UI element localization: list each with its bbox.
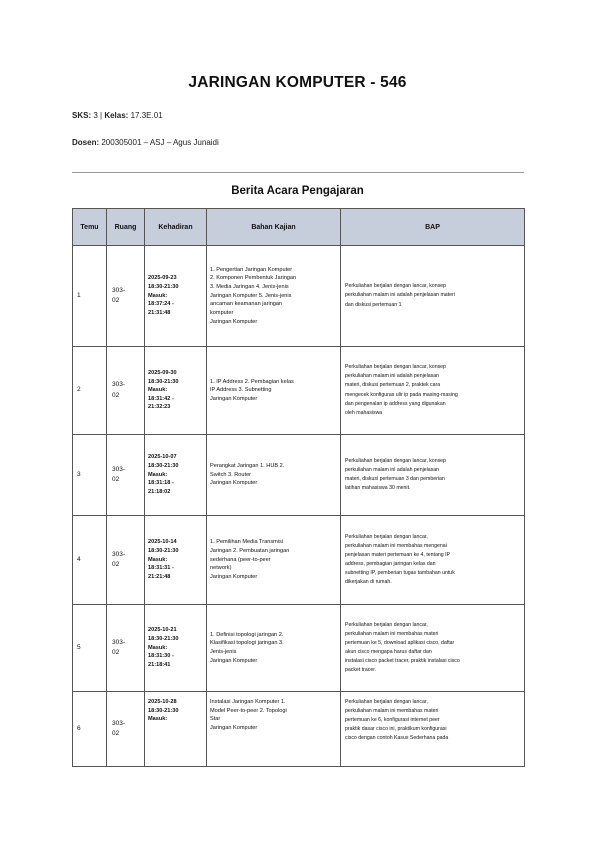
lecturer-info [72, 138, 219, 147]
dosen-value: 200305001 – ASJ – Agus Junaidi [99, 138, 219, 147]
table-header-row [73, 209, 525, 246]
cell-kehadiran: 2025-10-07 18:30-21:30 Masuk: 18:31:18 - 21:18:02 [145, 435, 207, 516]
cell-bahan-kajian: 1. Pengertian Jaringan Komputer 2. Komponen Pembentuk Jaringan 3. Media Jaringan 4. Jenis-jenis Jaringan Komputer 5. Jenis-jenis ancaman keamanan jaringan komputer Jaringan Komputer [207, 246, 341, 347]
cell-ruang: 303- 02 [107, 692, 145, 767]
cell-bahan-kajian: 1. Definisi topologi jaringan 2. Klasifikasi topologi jaringan 3. Jenis-jenis Jaringan Komputer [207, 605, 341, 692]
teaching-report-table [72, 208, 525, 767]
cell-bahan-kajian: 1. Pemilihan Media Transmisi Jaringan 2. Pembuatan jaringan sederhana (peer-to-peer network) Jaringan Komputer [207, 516, 341, 605]
header-temu: Temu [73, 209, 107, 246]
cell-temu: 2 [73, 347, 107, 435]
cell-kehadiran: 2025-09-30 18:30-21:30 Masuk: 18:31:42 - 21:32:23 [145, 347, 207, 435]
cell-temu: 6 [73, 692, 107, 767]
section-title: Berita Acara Pengajaran [231, 185, 364, 197]
cell-temu: 1 [73, 246, 107, 347]
cell-bahan-kajian: 1. IP Address 2. Pembagian kelas IP Address 3. Subnetting Jaringan Komputer [207, 347, 341, 435]
course-title: JARINGAN KOMPUTER - 546 [188, 74, 407, 91]
cell-bap: Perkuliahan berjalan dengan lancar, konsep perkuliahan malam ini adalah penjelasan materi dan diskusi pertemuan 1 [341, 246, 525, 347]
table-row [73, 347, 525, 435]
cell-ruang: 303- 02 [107, 435, 145, 516]
table-row [73, 435, 525, 516]
cell-kehadiran: 2025-10-21 18:30-21:30 Masuk: 18:31:30 - 21:18:41 [145, 605, 207, 692]
cell-bap: Perkuliahan berjalan dengan lancar, konsep perkuliahan malam ini adalah penjelasan materi, diskusi pertemuan 2, praktek cara mengecek konfiguras ulir ip pada masing-masing dan pengenalan ip address yang digunakan oleh mahasiswa [341, 347, 525, 435]
course-info [72, 111, 163, 120]
cell-ruang: 303- 02 [107, 246, 145, 347]
header-bahan-kajian: Bahan Kajian [207, 209, 341, 246]
divider [72, 172, 524, 173]
cell-kehadiran: 2025-09-23 18:30-21:30 Masuk: 18:37:24 - 21:31:48 [145, 246, 207, 347]
kelas-value: 17.3E.01 [128, 111, 163, 120]
header-ruang: Ruang [107, 209, 145, 246]
table-row [73, 246, 525, 347]
cell-temu: 3 [73, 435, 107, 516]
table-row [73, 605, 525, 692]
cell-bap: Perkuliahan berjalan dengan lancar, perkuliahan malam ini membahas mengenai penjelasan materi pertemuan ke 4, tentang IP address, pembagian jaringan kelas dan subnetting IP, pemberian tugas tambahan untuk dikerjakan di rumah. [341, 516, 525, 605]
cell-ruang: 303- 02 [107, 516, 145, 605]
cell-kehadiran: 2025-10-14 18:30-21:30 Masuk: 18:31:31 - 21:21:48 [145, 516, 207, 605]
cell-ruang: 303- 02 [107, 605, 145, 692]
cell-temu: 5 [73, 605, 107, 692]
kelas-label: Kelas: [104, 111, 129, 120]
table-row [73, 692, 525, 767]
cell-temu: 4 [73, 516, 107, 605]
sks-value: 3 | [91, 111, 105, 120]
cell-bahan-kajian: Instalasi Jaringan Komputer 1. Model Peer-to-peer 2. Topologi Star Jaringan Komputer [207, 692, 341, 767]
sks-label: SKS: [72, 111, 92, 120]
cell-ruang: 303- 02 [107, 347, 145, 435]
header-kehadiran: Kehadiran [145, 209, 207, 246]
header-bap: BAP [341, 209, 525, 246]
cell-kehadiran: 2025-10-28 18:30-21:30 Masuk: [145, 692, 207, 767]
cell-bahan-kajian: Perangkat Jaringan 1. HUB 2. Switch 3. Router Jaringan Komputer [207, 435, 341, 516]
cell-bap: Perkuliahan berjalan dengan lancar, perkuliahan malam ini membahas materi pertemuan ke 6, konfigurasi internet peer praktik dasar cisco ini, praktikum konfigurasi cisco dengan contoh Kasus Sederhana pada [341, 692, 525, 767]
table-row [73, 516, 525, 605]
dosen-label: Dosen: [72, 138, 100, 147]
cell-bap: Perkuliahan berjalan dengan lancar, konsep perkuliahan malam ini adalah penjelasan materi, diskusi pertemuan 3 dan pemberian latihan mahasiswa 30 menit. [341, 435, 525, 516]
cell-bap: Perkuliahan berjalan dengan lancar, perkuliahan malam ini membahas materi pertemuan ke 5, download aplikasi cisco, daftar akun cisco mengapa harus daftar dan instalasi cisco packet tracer, praktik instalasi cisco packet tracer. [341, 605, 525, 692]
